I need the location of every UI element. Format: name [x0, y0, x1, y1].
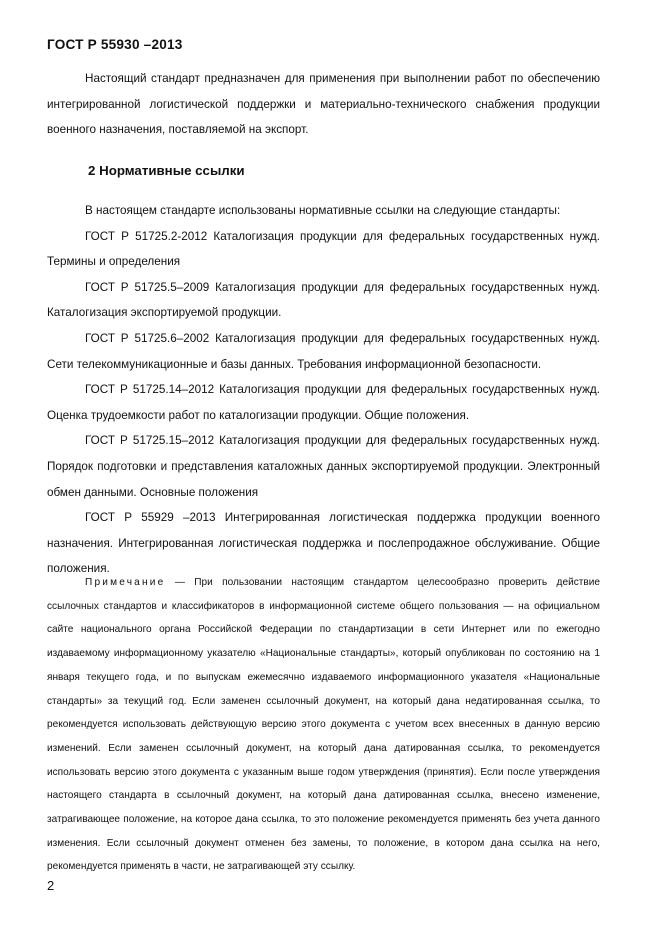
reference-item: ГОСТ Р 51725.14–2012 Каталогизация продукции для федеральных государственных нужд. Оценка трудоемкости работ по каталогизации продукции. Общие положения. — [47, 383, 600, 422]
note-text: — При пользовании настоящим стандартом целесообразно проверить действие ссылочных стандартов и классификаторов в информационной системе общего пользования — на официальном сайте национального органа Российской Федерации по стандартизации в сети Интернет или по ежегодно издаваемому информационному указателю «Национальные стандарты», который опубликован по состоянию на 1 января текущего года, и по выпускам ежемесячно издаваемого информационного указателя «Национальные стандарты» за текущий год. Если заменен ссылочный документ, на который дана недатированная ссылка, то рекомендуется использовать действующую версию этого документа с учетом всех внесенных в данную версию изменений. Если заменен ссылочный документ, на который дана датированная ссылка, то рекомендуется использовать версию этого документа с указанным выше годом утверждения (принятия). Если после утверждения настоящего стандарта в ссылочный документ, на который дана датированная ссылка, внесено изменение, затрагивающее положение, на которое дана ссылка, то это положение рекомендуется применять без учета данного изменения. Если ссылочный документ отменен без замены, то положение, в котором дана ссылка на него, рекомендуется применять в части, не затрагивающей эту ссылку. — [47, 577, 600, 873]
references-block — [47, 198, 600, 582]
reference-item: ГОСТ Р 51725.5–2009 Каталогизация продукции для федеральных государственных нужд. Каталогизация экспортируемой продукции. — [47, 280, 600, 320]
note-block — [47, 571, 600, 879]
section-heading: 2 Нормативные ссылки — [88, 163, 245, 178]
reference-item: ГОСТ Р 51725.2-2012 Каталогизация продукции для федеральных государственных нужд. Термины и определения — [47, 229, 600, 269]
reference-item: ГОСТ Р 51725.15–2012 Каталогизация продукции для федеральных государственных нужд. Порядок подготовки и представления каталожных данных экспортируемой продукции. Электронный обмен данными. Основные положения — [47, 434, 600, 499]
note-label: Примечание — [85, 577, 166, 588]
intro-block — [47, 66, 600, 143]
reference-item: ГОСТ Р 55929 –2013 Интегрированная логистическая поддержка продукции военного назначения. Интегрированная логистическая поддержка и послепродажное обслуживание. Общие положения. — [47, 511, 600, 576]
reference-item: ГОСТ Р 51725.6–2002 Каталогизация продукции для федеральных государственных нужд. Сети телекоммуникационные и базы данных. Требования информационной безопасности. — [47, 331, 600, 371]
references-lead: В настоящем стандарте использованы нормативные ссылки на следующие стандарты: — [85, 204, 561, 217]
intro-paragraph: Настоящий стандарт предназначен для применения при выполнении работ по обеспечению интегрированной логистической поддержки и материально-технического снабжения продукции военного назначения, поставляемой на экспорт. — [47, 72, 600, 137]
document-code-header: ГОСТ Р 55930 –2013 — [47, 37, 183, 52]
page-number: 2 — [47, 878, 55, 893]
